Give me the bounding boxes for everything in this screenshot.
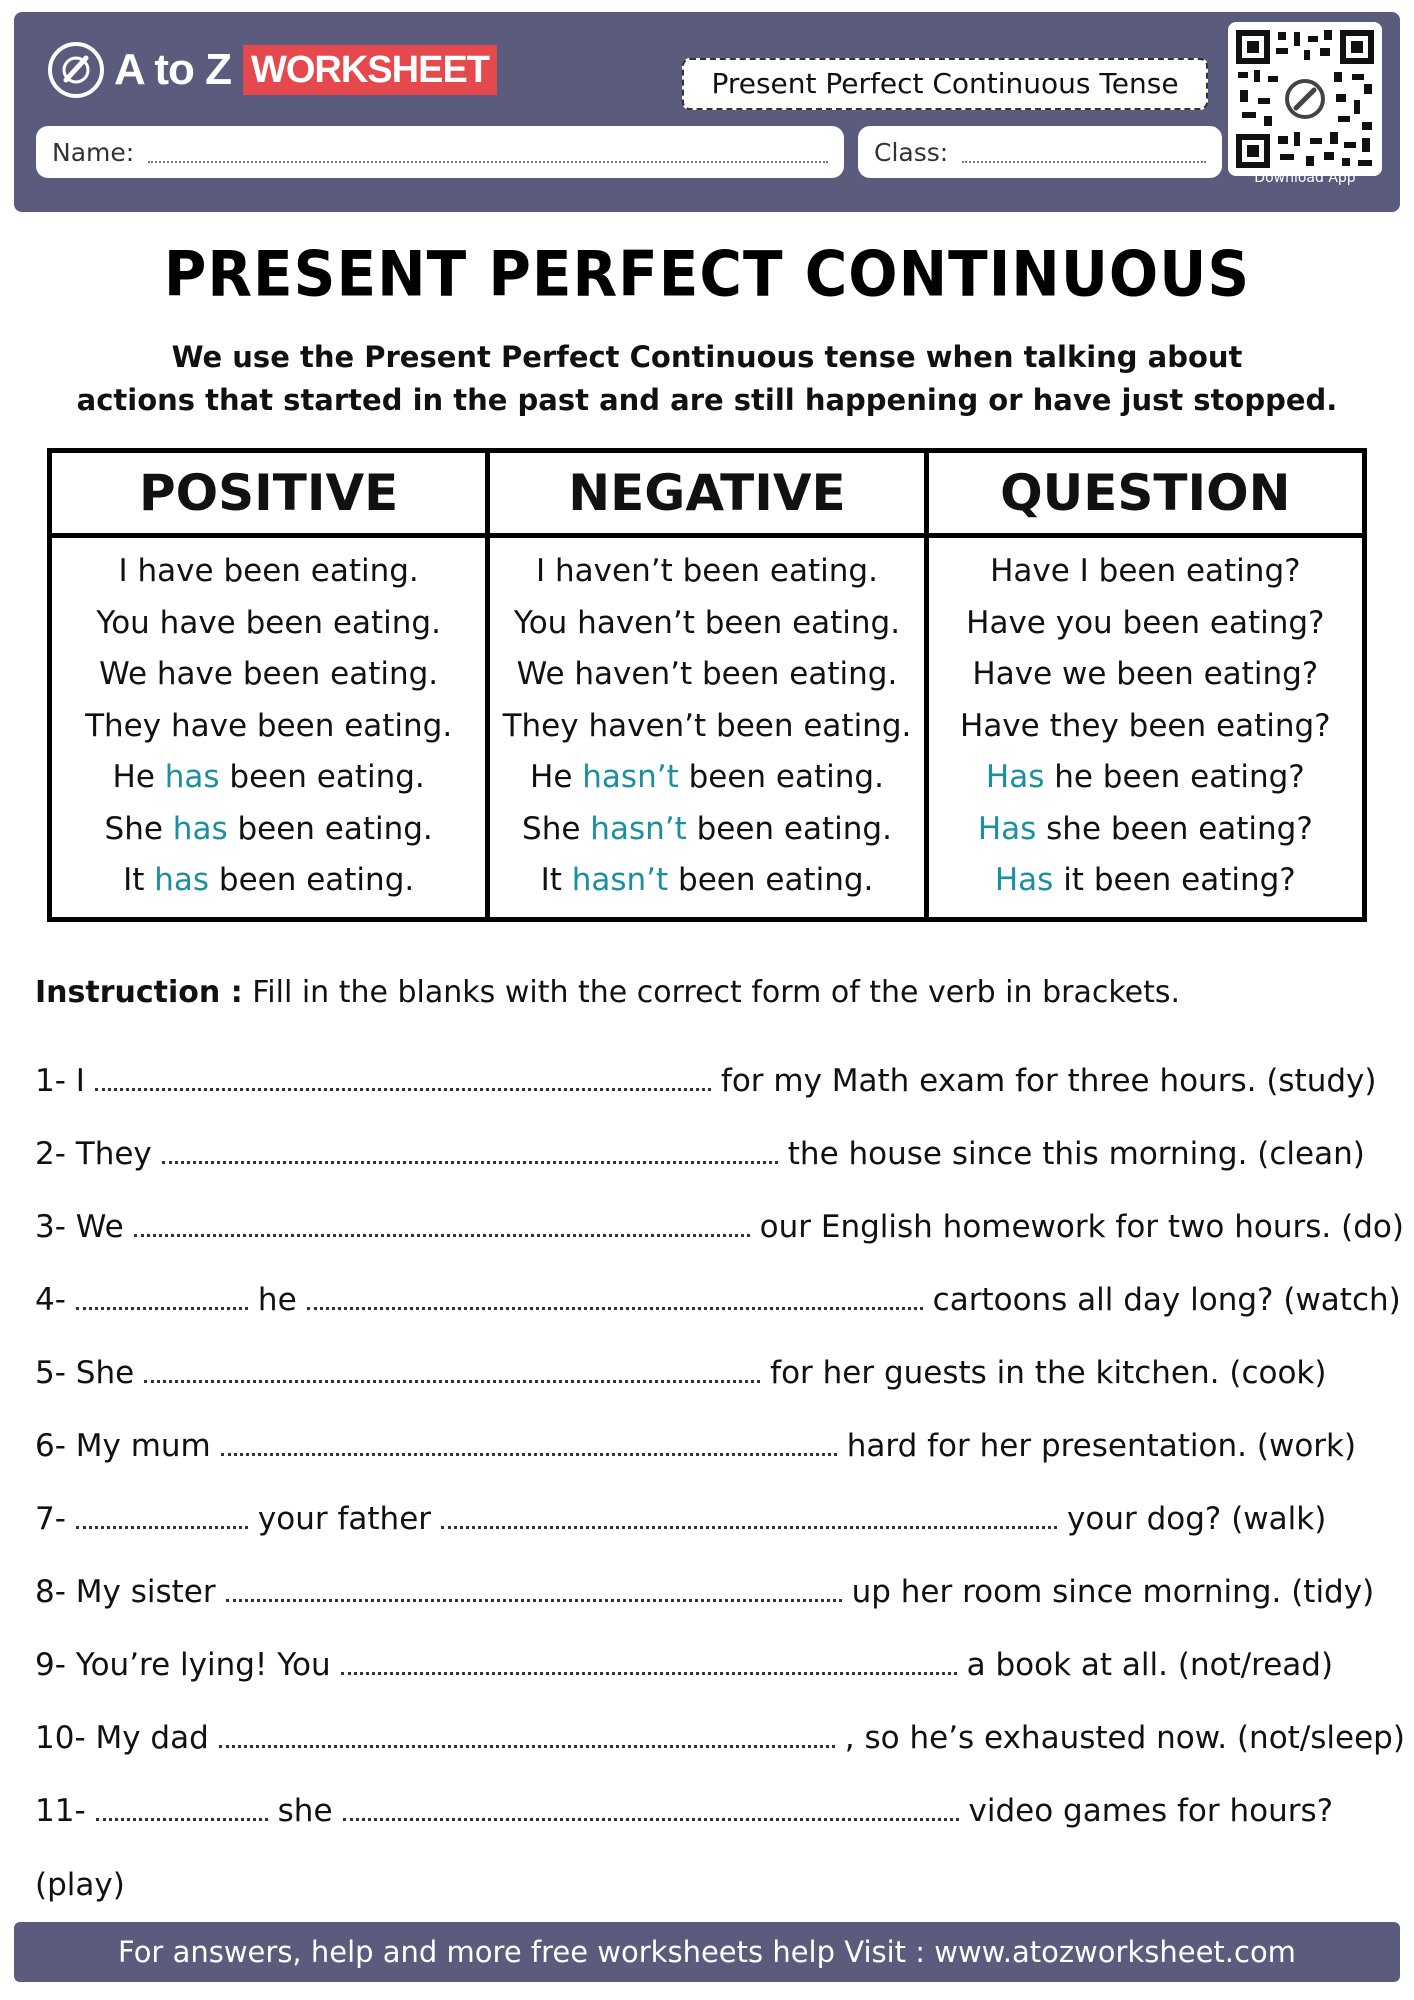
sentence-text: You have been eating.: [96, 604, 441, 641]
negative-sentence: [491, 649, 922, 701]
exercise-lead: 10- My dad: [35, 1720, 209, 1756]
answer-blank[interactable]: [76, 1303, 248, 1310]
answer-blank[interactable]: [134, 1230, 750, 1237]
name-label: Name:: [52, 137, 135, 167]
header-negative: NEGATIVE: [488, 451, 926, 536]
class-input-line[interactable]: [962, 141, 1206, 163]
highlighted-verb: has: [172, 810, 228, 847]
instruction: [35, 975, 1180, 1010]
exercise-item: [35, 1793, 1333, 1829]
exercise-rest: a book at all. (not/read): [966, 1647, 1334, 1683]
intro-text: [60, 336, 1354, 422]
sentence-text: They haven’t been eating.: [502, 707, 912, 744]
download-app-label[interactable]: Download App: [1254, 170, 1356, 186]
positive-sentence: [53, 546, 484, 598]
positive-sentence: [53, 649, 484, 701]
sentence-text: It: [540, 862, 572, 898]
header-positive: POSITIVE: [50, 451, 488, 536]
question-sentence: [930, 855, 1361, 907]
exercise-lead: 3- We: [35, 1209, 124, 1245]
exercise-lead: 4-: [35, 1282, 66, 1318]
sentence-text: I haven’t been eating.: [536, 553, 878, 589]
class-label: Class:: [874, 137, 949, 167]
exercise-item: [35, 1501, 1326, 1537]
answer-blank[interactable]: [144, 1376, 760, 1383]
exercise-item: [35, 1136, 1365, 1172]
sentence-text: We have been eating.: [99, 656, 439, 692]
name-input-line[interactable]: [148, 141, 828, 163]
sentence-text: They have been eating.: [85, 707, 453, 744]
exercise-rest: for my Math exam for three hours. (study): [720, 1063, 1377, 1099]
sentence-text: he been eating?: [1044, 759, 1305, 795]
positive-sentence: [53, 752, 484, 804]
exercise-lead: 11-: [35, 1793, 86, 1829]
exercise-lead: 1- I: [35, 1063, 85, 1099]
highlighted-verb: Has: [985, 759, 1045, 795]
answer-blank[interactable]: [441, 1522, 1057, 1529]
qr-code[interactable]: [1228, 22, 1382, 176]
brand-logo: [48, 42, 497, 98]
exercise-rest: up her room since morning. (tidy): [851, 1574, 1375, 1610]
sentence-text: been eating.: [227, 810, 433, 847]
footer-banner[interactable]: For answers, help and more free worksheets help Visit : www.atozworksheet.com: [14, 1922, 1400, 1982]
sentence-text: We haven’t been eating.: [516, 656, 898, 692]
answer-blank[interactable]: [219, 1741, 835, 1748]
sentence-text: it been eating?: [1053, 862, 1296, 898]
answer-blank[interactable]: [341, 1668, 957, 1675]
answer-blank[interactable]: [95, 1084, 711, 1091]
intro-line-2: actions that started in the past and are still happening or have just stopped.: [76, 383, 1338, 417]
exercise-lead: 8- My sister: [35, 1574, 216, 1610]
intro-line-1: We use the Present Perfect Continuous tense when talking about: [171, 340, 1243, 374]
positive-sentence: [53, 855, 484, 907]
sentence-text: been eating.: [668, 862, 874, 898]
brand-name: A to Z: [114, 45, 231, 94]
exercise-lead: 9- You’re lying! You: [35, 1647, 331, 1683]
sentence-text: been eating.: [686, 810, 892, 847]
exercise-rest: our English homework for two hours. (do): [759, 1209, 1404, 1245]
negative-sentence: [491, 598, 922, 650]
positive-column: [50, 536, 488, 920]
instruction-text: Fill in the blanks with the correct form of the verb in brackets.: [252, 975, 1181, 1010]
exercise-item: [35, 1209, 1404, 1245]
class-field[interactable]: [858, 126, 1222, 178]
positive-sentence: [53, 598, 484, 650]
exercise-item: [35, 1574, 1374, 1610]
brand-tag: WORKSHEET: [243, 45, 497, 95]
exercise-subject: your father: [257, 1501, 432, 1537]
exercise-item: [35, 1063, 1376, 1099]
exercise-item: [35, 1428, 1356, 1464]
exercise-item: [35, 1282, 1401, 1318]
name-field[interactable]: [36, 126, 844, 178]
sentence-text: Have you been eating?: [966, 604, 1325, 641]
grammar-table: [47, 448, 1367, 922]
answer-blank[interactable]: [343, 1814, 959, 1821]
exercise-item: [35, 1647, 1333, 1683]
question-sentence: [930, 598, 1361, 650]
exercise-rest: cartoons all day long? (watch): [932, 1282, 1401, 1318]
sentence-text: been eating.: [678, 759, 884, 795]
exercise-item: [35, 1720, 1405, 1756]
answer-blank[interactable]: [226, 1595, 842, 1602]
sentence-text: She: [522, 810, 591, 847]
instruction-label: Instruction :: [35, 975, 243, 1010]
exercise-rest: video games for hours?: [968, 1793, 1334, 1829]
pencil-icon: [48, 42, 104, 98]
sentence-text: She: [104, 810, 173, 847]
question-column: [926, 536, 1364, 920]
answer-blank[interactable]: [221, 1449, 837, 1456]
negative-sentence: [491, 701, 922, 753]
qr-code-icon: [1234, 28, 1376, 170]
exercise-lead: 2- They: [35, 1136, 152, 1172]
sentence-text: been eating.: [209, 862, 415, 898]
sentence-text: He: [530, 759, 583, 795]
negative-sentence: [491, 752, 922, 804]
negative-sentence: [491, 855, 922, 907]
exercise-rest: the house since this morning. (clean): [787, 1136, 1365, 1172]
sentence-text: You haven’t been eating.: [513, 604, 901, 641]
sentence-text: It: [123, 862, 155, 898]
negative-sentence: [491, 546, 922, 598]
sentence-text: I have been eating.: [118, 553, 419, 589]
question-sentence: [930, 649, 1361, 701]
sentence-text: been eating.: [219, 759, 425, 795]
highlighted-verb: has: [154, 862, 210, 898]
highlighted-verb: hasn’t: [571, 862, 669, 898]
question-sentence: [930, 546, 1361, 598]
sentence-text: Have we been eating?: [972, 656, 1319, 692]
highlighted-verb: Has: [994, 862, 1054, 898]
exercise-subject: she: [277, 1793, 333, 1829]
sentence-text: He: [112, 759, 165, 795]
exercise-rest: hard for her presentation. (work): [846, 1428, 1357, 1464]
question-sentence: [930, 804, 1361, 856]
sentence-text: she been eating?: [1036, 810, 1313, 847]
sentence-text: Have I been eating?: [990, 553, 1301, 589]
exercise-lead: 5- She: [35, 1355, 135, 1391]
question-sentence: [930, 752, 1361, 804]
highlighted-verb: hasn’t: [582, 759, 679, 795]
answer-blank[interactable]: [307, 1303, 923, 1310]
highlighted-verb: Has: [977, 810, 1037, 847]
exercise-11-tail: (play): [35, 1867, 125, 1903]
exercise-item: [35, 1355, 1326, 1391]
answer-blank[interactable]: [76, 1522, 248, 1529]
sentence-text: Have they been eating?: [960, 707, 1331, 744]
exercise-lead: 7-: [35, 1501, 66, 1537]
positive-sentence: [53, 804, 484, 856]
header-question: QUESTION: [926, 451, 1364, 536]
highlighted-verb: hasn’t: [590, 810, 687, 847]
worksheet-header: [14, 12, 1400, 212]
highlighted-verb: has: [164, 759, 220, 795]
negative-column: [488, 536, 926, 920]
page-title: PRESENT PERFECT CONTINUOUS: [163, 237, 1251, 311]
exercise-lead: 6- My mum: [35, 1428, 211, 1464]
question-sentence: [930, 701, 1361, 753]
negative-sentence: [491, 804, 922, 856]
topic-label: Present Perfect Continuous Tense: [682, 58, 1208, 110]
answer-blank[interactable]: [162, 1157, 778, 1164]
exercise-rest: for her guests in the kitchen. (cook): [770, 1355, 1327, 1391]
exercise-rest: your dog? (walk): [1067, 1501, 1327, 1537]
exercise-subject: he: [257, 1282, 297, 1318]
answer-blank[interactable]: [96, 1814, 268, 1821]
exercise-rest: , so he’s exhausted now. (not/sleep): [844, 1720, 1405, 1756]
positive-sentence: [53, 701, 484, 753]
